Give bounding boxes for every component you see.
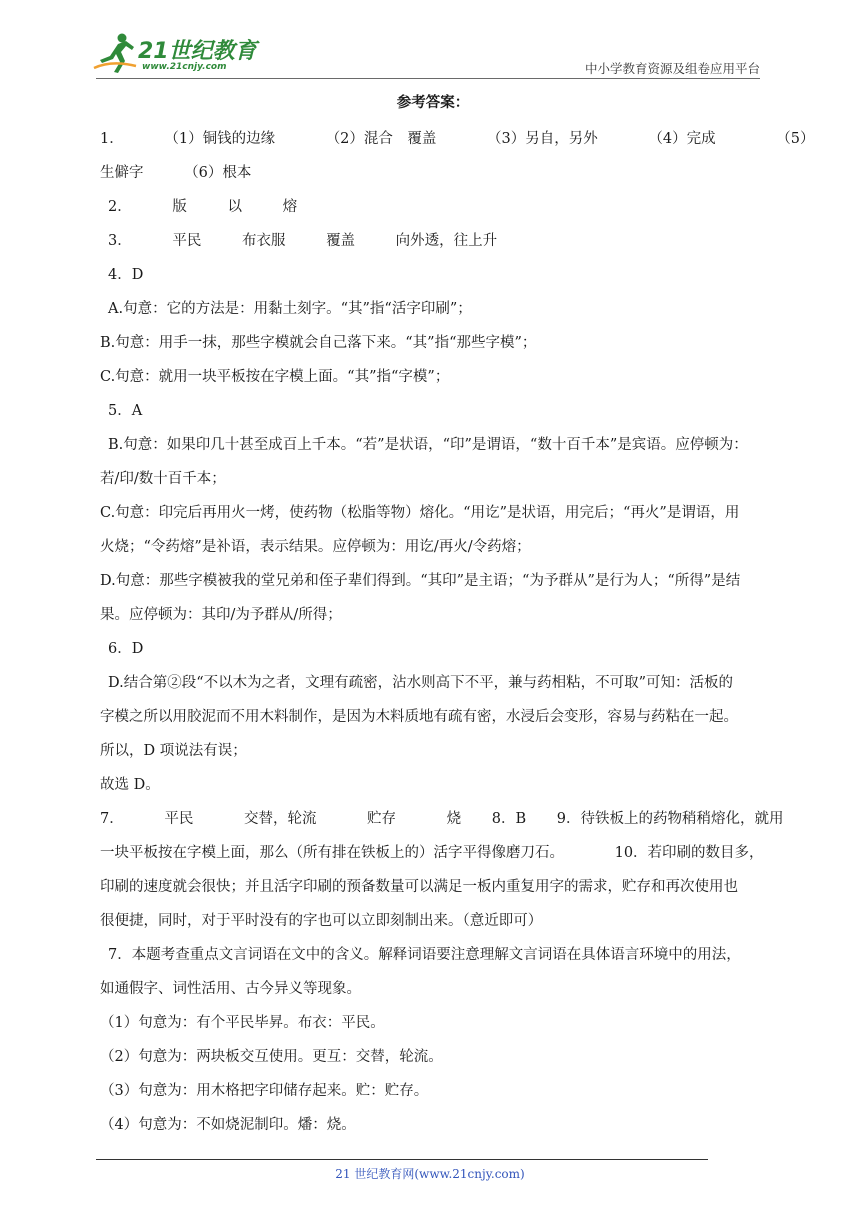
header-divider [96,78,760,79]
q3-item: 向外透，往上升 [395,233,498,249]
q1-line-cont [100,156,766,190]
answers-title: 参考答案： [396,94,470,111]
q1-item: （6）根本 [184,165,252,181]
q7-explanation: （1）句意为：有个平民毕昇。布衣：平民。 [100,1015,385,1031]
q1-item: （3）另自，另外 [487,131,598,147]
q7-explanation: （3）句意为：用木格把字印储存起来。贮：贮存。 [100,1083,429,1099]
q6-explanation: 故选 D。 [100,777,160,793]
platform-name: 中小学教育资源及组卷应用平台 [584,61,760,76]
logo-title: 21世纪教育 [138,39,257,64]
q9-10-line [100,836,766,870]
q10-answer-cont: 印刷的速度就会很快；并且活字印刷的预备数量可以满足一板内重复用字的需求，贮存和再次使用也 [100,879,738,895]
q8-answer: 8．B [491,811,527,827]
q4-explanation: B.句意：用手一抹，那些字模就会自己落下来。“其”指“那些字模”； [100,335,537,351]
q1-item: （2）混合 覆盖 [325,131,437,147]
q10-answer-cont: 很便捷，同时，对于平时没有的字也可以立即刻制出来。（意近即可） [100,913,543,929]
q9-answer: 9．待铁板上的药物稍稍熔化，就用 [556,811,784,827]
q3-number: 3． [108,233,132,249]
q5-explanation: B.句意：如果印几十甚至成百上千本。“若”是状语，“印”是谓语，“数十百千本”是宾语。应停顿为： [108,437,748,453]
q7-explanation: （2）句意为：两块板交互使用。更互：交替，轮流。 [100,1049,443,1065]
q6-explanation: 字模之所以用胶泥而不用木料制作，是因为木料质地有疏有密，水浸后会变形，容易与药粘在一起。 [100,709,738,725]
running-figure-icon [92,30,138,74]
q2-number: 2． [108,199,132,215]
page-header [0,0,860,80]
q1-item: （1）铜钱的边缘 [164,131,276,147]
q10-answer: 10．若印刷的数目多， [614,845,764,861]
q1-item: （4）完成 [648,131,716,147]
q5-explanation: 若/印/数十百千本； [100,471,226,487]
q7-item: 交替，轮流 [243,811,317,827]
q6-answer: 6．D [108,641,144,657]
q7-item: 平民 [164,811,194,827]
q1-number: 1． [100,131,124,147]
q7-10-line [100,802,784,836]
q7-number: 7． [100,811,124,827]
q5-explanation: 果。应停顿为：其印/为予群从/所得； [100,607,342,623]
q5-answer: 5．A [108,403,143,419]
q5-explanation: C.句意：印完后再用火一烤，使药物（松脂等物）熔化。“用讫”是状语，用完后；“再火”是谓语，用 [100,505,740,521]
q6-explanation: D.结合第②段“不以木为之者，文理有疏密，沾水则高下不平，兼与药相粘，不可取”可知：活板的 [108,675,734,691]
q7-item: 烧 [446,811,462,827]
logo-url: www.21cnjy.com [142,62,227,72]
q1-line [100,122,815,156]
q5-explanation: 火烧；“令药熔”是补语，表示结果。应停顿为：用讫/再火/令药熔； [100,539,531,555]
q3-item: 覆盖 [326,233,356,249]
page-footer: 21 世纪教育网(www.21cnjy.com) [335,1167,525,1181]
q4-explanation: A.句意：它的方法是：用黏土刻字。“其”指“活字印刷”； [108,301,472,317]
q3-item: 布衣服 [241,233,286,249]
q3-item: 平民 [172,233,202,249]
q4-answer: 4．D [108,267,144,283]
q7-item: 贮存 [367,811,397,827]
q2-item: 熔 [282,199,298,215]
q4-explanation: C.句意：就用一块平板按在字模上面。“其”指“字模”； [100,369,450,385]
q7-explanation: （4）句意为：不如烧泥制印。燔：烧。 [100,1117,356,1133]
q5-explanation: D.句意：那些字模被我的堂兄弟和侄子辈们得到。“其印”是主语；“为予群从”是行为人；“所得”是结 [100,573,741,589]
q6-explanation: 所以，D 项说法有误； [100,743,247,759]
site-logo [92,30,262,78]
q2-line [100,190,766,224]
footer-divider [96,1159,708,1160]
q2-item: 以 [227,199,242,215]
q7-explanation: 7．本题考查重点文言词语在文中的含义。解释词语要注意理解文言词语在具体语言环境中的用法， [108,947,741,963]
q1-item: （5） [776,131,815,147]
q3-line [100,224,766,258]
q7-explanation: 如通假字、词性活用、古今异义等现象。 [100,981,361,997]
answer-content [100,92,815,1142]
q2-item: 版 [172,199,187,215]
q9-answer-cont: 一块平板按在字模上面，那么（所有排在铁板上的）活字平得像磨刀石。 [100,845,564,861]
q1-item: 生僻字 [100,165,144,181]
